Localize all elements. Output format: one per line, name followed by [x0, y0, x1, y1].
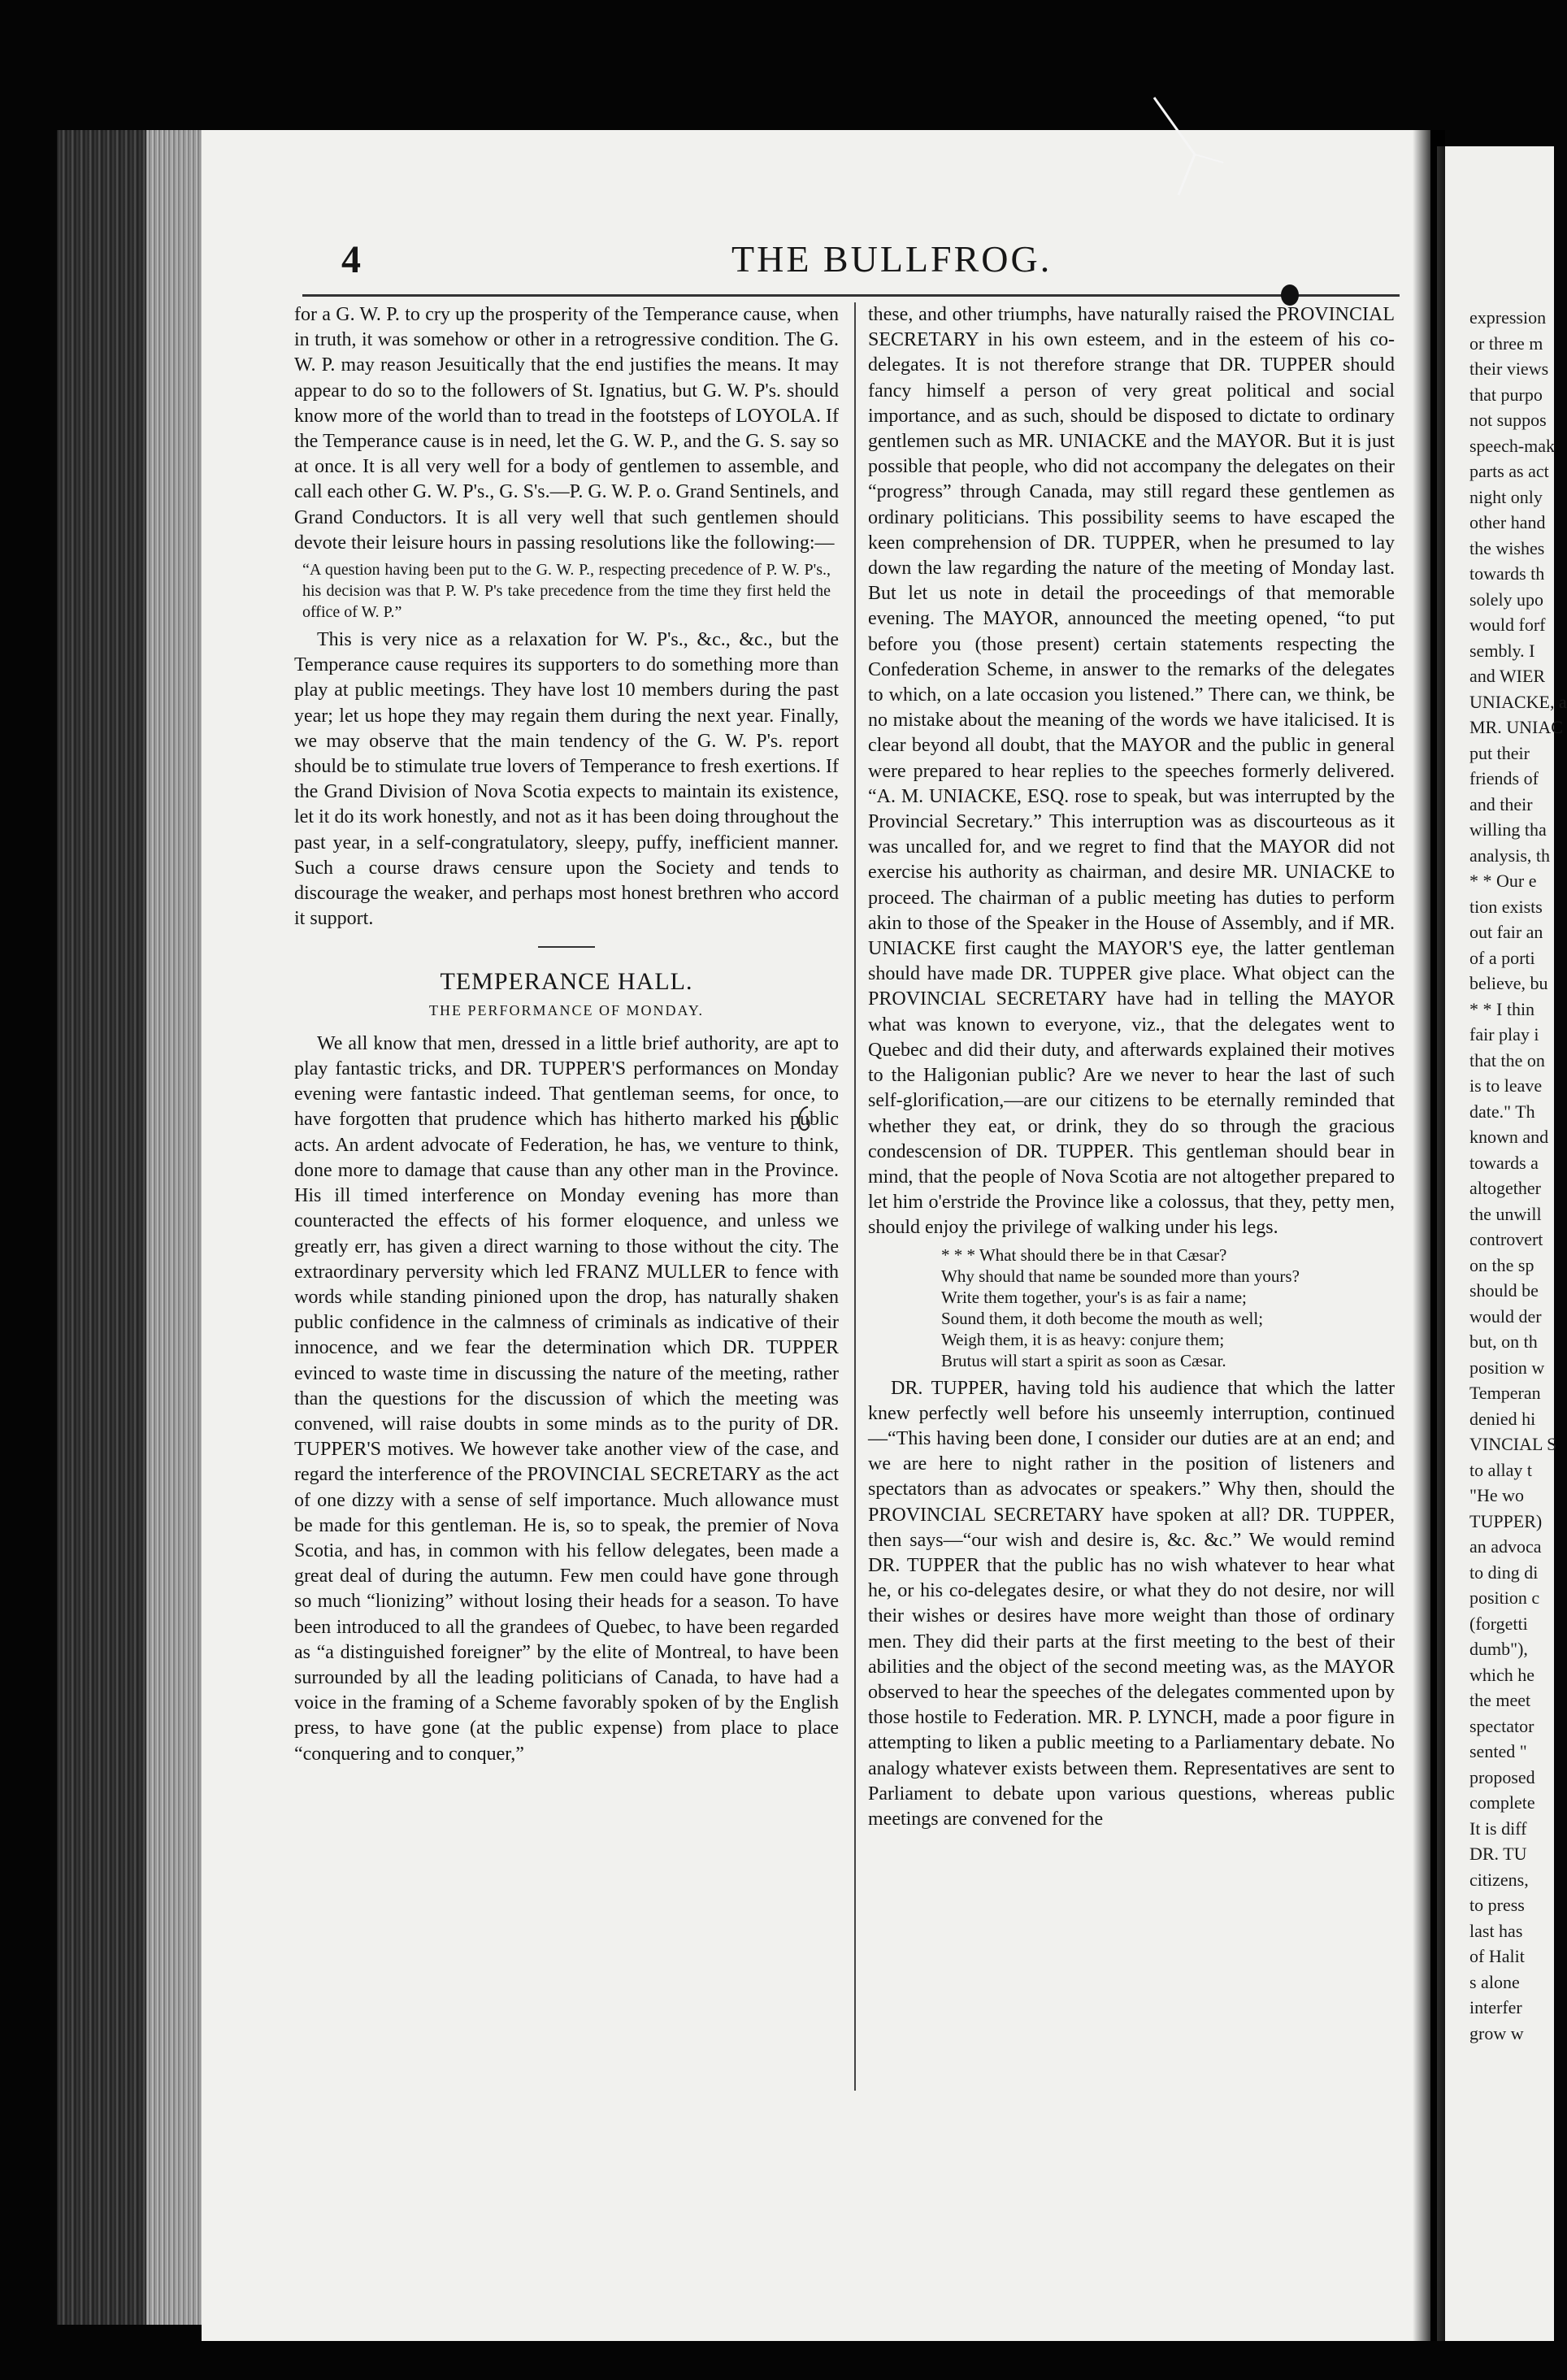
facing-page-line: to press	[1469, 1895, 1525, 1915]
facing-page-line: willing tha	[1469, 819, 1547, 840]
handwritten-mark	[793, 1104, 813, 1133]
facing-page-line: other hand	[1469, 512, 1546, 532]
scratch-mark	[1146, 89, 1227, 203]
article-paragraph: This is very nice as a relaxation for W. P's., &c., &c., but the Temperance cause requires its supporters to do something more than play at public meetings. They have lost 10 members during the past year; let us hope they may regain them during the next year. Finally, we may observe that the main tendency of the G. W. P's. report should be to stimulate true lovers of Temperance to fresh exertions. If the Grand Division of Nova Scotia expects to maintain its existence, let it do its work honestly, and not as it has been doing throughout the past year, in a self-congratulatory, sleepy, puffy, inefficient manner. Such a course draws censure upon the Society and tends to discourage the weaker, and perhaps most honest brethren who accord it support.	[294, 629, 839, 930]
facing-page-line: the unwill	[1469, 1203, 1542, 1224]
facing-page-line: sembly. I	[1469, 640, 1535, 661]
facing-page-line: date." Th	[1469, 1101, 1535, 1122]
facing-page-line: believe, bu	[1469, 973, 1548, 993]
section-divider	[538, 946, 595, 948]
left-column	[294, 302, 839, 1767]
facing-page-line: TUPPER)	[1469, 1510, 1543, 1531]
facing-page-line: is to leave	[1469, 1075, 1543, 1096]
facing-page-line: an advoca	[1469, 1536, 1542, 1557]
facing-page	[1437, 146, 1567, 2341]
page-number: 4	[341, 238, 361, 281]
facing-page-line: solely upo	[1469, 588, 1544, 610]
facing-page-line: their views	[1469, 358, 1549, 379]
article-paragraph: We all know that men, dressed in a little brief authority, are apt to play fantastic tricks, and DR. TUPPER'S performances on Monday evening were fantastic indeed. That gentleman seems, for once, to have forgotten that prudence which has hitherto marked his public acts. An ardent advocate of Federation, he has, we venture to think, done more to damage that cause than any other man in the Province. His ill timed interference on Monday evening has more than counteracted the effects of his former eloquence, and unless we greatly err, has given a direct warning to those without the city. The extraordinary perversity which led FRANZ MULLER to fence with words while standing pinioned upon the drop, has naturally shaken public confidence in the calmness of criminals as indicative of their innocence, and we fear the determination which DR. TUPPER evinced to waste time in discussing the nature of the meeting, rather than the questions for the discussion of which the meeting was convened, will raise doubts in some minds as to the purity of DR. TUPPER'S motives. We however take another view of the case, and regard the interference of the PROVINCIAL SECRETARY as the act of one dizzy with a sense of self importance. Much allowance must be made for this gentleman. He is, so to speak, the premier of Nova Scotia, and has, in common with his fellow delegates, been made a great deal of during the autumn. Few men could have gone through so much “lionizing” without losing their heads for a season. To have been introduced to all the grandees of Quebec, to have been regarded as “a distinguished foreigner” by the elite of Montreal, to have been surrounded by all the leading politicians of Canada, to have had a voice in the framing of a Scheme favorably spoken of by the English press, to have gone (at the public expense) from place to place “conquering and to conquer,”	[294, 1032, 839, 1765]
section-subtitle: THE PERFORMANCE OF MONDAY.	[428, 1001, 705, 1018]
facing-page-line: position c	[1469, 1587, 1540, 1608]
facing-page-line: should be	[1469, 1280, 1539, 1301]
section-title: TEMPERANCE HALL.	[440, 968, 693, 996]
facing-page-line: towards a	[1469, 1152, 1539, 1173]
facing-page-line: would forf	[1469, 615, 1546, 635]
facing-page-line: known and	[1469, 1127, 1549, 1147]
facing-page-line: DR. TU	[1469, 1844, 1527, 1864]
facing-page-line: citizens,	[1469, 1869, 1529, 1890]
facing-page-line: put their	[1469, 742, 1530, 763]
poem-line: Weigh them, it is as heavy: conjure them;	[941, 1329, 1225, 1349]
facing-page-line: on the sp	[1469, 1254, 1534, 1275]
quoted-resolution: “A question having been put to the G. W. P., respecting precedence of P. W. P's., his decision was that P. W. P's take precedence from the time they first held the office of W. P.”	[302, 561, 831, 622]
facing-page-line: "He wo	[1469, 1485, 1525, 1505]
facing-page-line: tion exists	[1469, 896, 1543, 917]
facing-page-line: s alone	[1469, 1971, 1520, 1992]
article-paragraph: these, and other triumphs, have naturally raised the PROVINCIAL SECRETARY in his own esteem, and in the esteem of his co-delegates. It is not therefore strange that DR. TUPPER should fancy himself a person of very great political and social importance, and as such, should be disposed to dictate to ordinary gentlemen such as MR. UNIACKE and the MAYOR. But it is just possible that people, who did not accompany the delegates on their “progress” through Canada, may still regard these gentlemen as ordinary politicians. This possibility seems to have escaped the keen comprehension of DR. TUPPER, when he presumed to lay down the law regarding the nature of the meeting of Monday last. But let us note in detail the proceedings of that memorable evening. The MAYOR, announced the meeting opened, “to put before you (those present) certain statements respecting the Confederation Scheme, in answer to the remarks of the delegates to which, on a late occasion you listened.” There can, we think, be no mistake about the meaning of the words we have italicised. It is clear beyond all doubt, that the MAYOR and the public in general were prepared to hear replies to the speeches formerly delivered. “A. M. UNIACKE, ESQ. rose to speak, but was interrupted by the Provincial Secretary.” This interruption was as discourteous as it was uncalled for, and we regret to find that the MAYOR did not exercise his authority as chairman, and desire MR. UNIACKE to proceed. The chairman of a public meeting has duties to perform akin to those of the Speaker in the House of Assembly, and if MR. UNIACKE first caught the MAYOR'S eye, the latter gentleman should have made DR. TUPPER give place. What object can the PROVINCIAL SECRETARY have had in telling the MAYOR what was known to everyone, viz., that the delegates went to Quebec and did their duty, and afterwards explained their motives to the Haligonian public? Are we never to hear the last of such self-glorification,—are our citizens to be eternally reminded that whether they eat, or drink, they do so through the gracious condescension of DR. TUPPER. This gentleman should bear in mind, that the people of Nova Scotia are not altogether prepared to let him o'erstride the Province like a colossus, that they, petty men, should enjoy the privilege of walking under his legs.	[868, 304, 1395, 1239]
facing-page-line: that the on	[1469, 1049, 1545, 1071]
facing-page-line: spectator	[1469, 1715, 1534, 1736]
facing-page-line: and WIER	[1469, 666, 1546, 686]
column-rule	[854, 302, 856, 2091]
facing-page-line: of Halit	[1469, 1946, 1525, 1966]
facing-page-line: sented "	[1469, 1741, 1527, 1761]
facing-page-line: last has	[1469, 1920, 1523, 1941]
page-edges	[146, 130, 203, 2325]
article-paragraph: for a G. W. P. to cry up the prosperity of the Temperance cause, when in truth, it was somehow or other in a retrogressive condition. The G. W. P. may reason Jesuitically that the end justifies the means. It may appear to do so to the followers of St. Ignatius, but G. W. P's. should know more of the world than to tread in the footsteps of LOYOLA. If the Temperance cause is in need, let the G. W. P., and the G. S. say so at once. It is all very well for a body of gentlemen to assemble, and call each other G. W. P's., G. S's.—P. G. W. P. o. Grand Sentinels, and Grand Conductors. It is all very well that such gentlemen should devote their leisure hours in passing resolutions like the following:—	[294, 304, 839, 554]
facing-page-line: proposed	[1469, 1766, 1535, 1787]
facing-page-line: friends of	[1469, 768, 1539, 788]
facing-page-line: out fair an	[1469, 922, 1543, 942]
poem-quote	[941, 1244, 1395, 1371]
poem-line: * * * What should there be in that Cæsar?	[941, 1244, 1227, 1265]
facing-page-line: not suppos	[1469, 410, 1547, 430]
facing-page-line: * * I thin	[1469, 998, 1535, 1019]
facing-page-line: to allay t	[1469, 1459, 1532, 1480]
facing-page-line: VINCIAL S	[1469, 1434, 1557, 1454]
facing-page-line: position w	[1469, 1357, 1545, 1378]
facing-page-line: fair play i	[1469, 1024, 1539, 1045]
facing-page-line: analysis, th	[1469, 845, 1550, 866]
gutter-shadow	[1413, 130, 1445, 2341]
facing-page-line: UNIACKE, a	[1469, 691, 1567, 712]
facing-page-line: or three m	[1469, 332, 1543, 354]
poem-line: Write them together, your's is as fair a name;	[941, 1287, 1247, 1307]
facing-page-line: that purpo	[1469, 384, 1543, 405]
facing-page-line: to ding di	[1469, 1561, 1539, 1583]
poem-line: Why should that name be sounded more than yours?	[941, 1266, 1300, 1286]
facing-page-line: Temperan	[1469, 1383, 1541, 1403]
facing-page-text	[1437, 305, 1567, 2046]
facing-page-line: would der	[1469, 1305, 1542, 1327]
facing-page-line: dumb"),	[1469, 1639, 1528, 1659]
facing-page-line: speech-mak	[1469, 435, 1556, 456]
facing-page-line: It is diff	[1469, 1818, 1527, 1839]
article-paragraph: DR. TUPPER, having told his audience that which the latter knew perfectly well before his unseemly interruption, continued—“This having been done, I consider our duties are at an end; and we are here to night rather in the position of listeners and spectators than as advocates or speakers.” Why then, should the PROVINCIAL SECRETARY have spoken at all? DR. TUPPER, then says—“our wish and desire is, &c. &c.” We would remind DR. TUPPER that the public has no wish whatever to hear what he, or his co-delegates desire, or what they do not desire, nor will their wishes or desires have more weight than those of ordinary men. They did their parts at the first meeting to the best of their abilities and the object of the second meeting was, as the MAYOR observed to hear the speeches of the delegates commented upon by those hostile to Federation. MR. P. LYNCH, made a poor figure in attempting to liken a public meeting to a Parliamentary debate. No analogy whatever exists between them. Representatives are sent to Parliament to debate upon various questions, whereas public meetings are convened for the	[868, 1377, 1395, 1830]
right-column	[868, 302, 1395, 1832]
facing-page-line: denied hi	[1469, 1408, 1536, 1429]
facing-page-line: towards th	[1469, 563, 1545, 584]
facing-page-line: but, on th	[1469, 1331, 1538, 1352]
facing-page-line: MR. UNIAC	[1469, 717, 1563, 737]
facing-page-line: the meet	[1469, 1690, 1531, 1710]
facing-page-line: altogether	[1469, 1178, 1541, 1198]
facing-page-line: night only	[1469, 486, 1543, 507]
poem-line: Brutus will start a spirit as soon as Cæsar.	[941, 1350, 1226, 1370]
header-rule	[302, 294, 1400, 297]
facing-page-line: * * Our e	[1469, 871, 1537, 891]
facing-page-line: the wishes	[1469, 537, 1545, 558]
facing-page-line: interfer	[1469, 1997, 1522, 2017]
facing-page-line: which he	[1469, 1664, 1535, 1685]
poem-line: Sound them, it doth become the mouth as well;	[941, 1308, 1264, 1328]
facing-page-line: grow w	[1469, 2022, 1524, 2043]
facing-page-line: complete	[1469, 1792, 1535, 1813]
facing-page-line: of a porti	[1469, 947, 1535, 968]
facing-page-line: controvert	[1469, 1229, 1543, 1249]
facing-page-line: parts as act	[1469, 461, 1549, 481]
running-head: THE BULLFROG.	[731, 238, 1053, 280]
facing-page-line: and their	[1469, 793, 1533, 814]
facing-page-line: (forgetti	[1469, 1613, 1528, 1634]
facing-page-line: expression	[1469, 307, 1547, 328]
